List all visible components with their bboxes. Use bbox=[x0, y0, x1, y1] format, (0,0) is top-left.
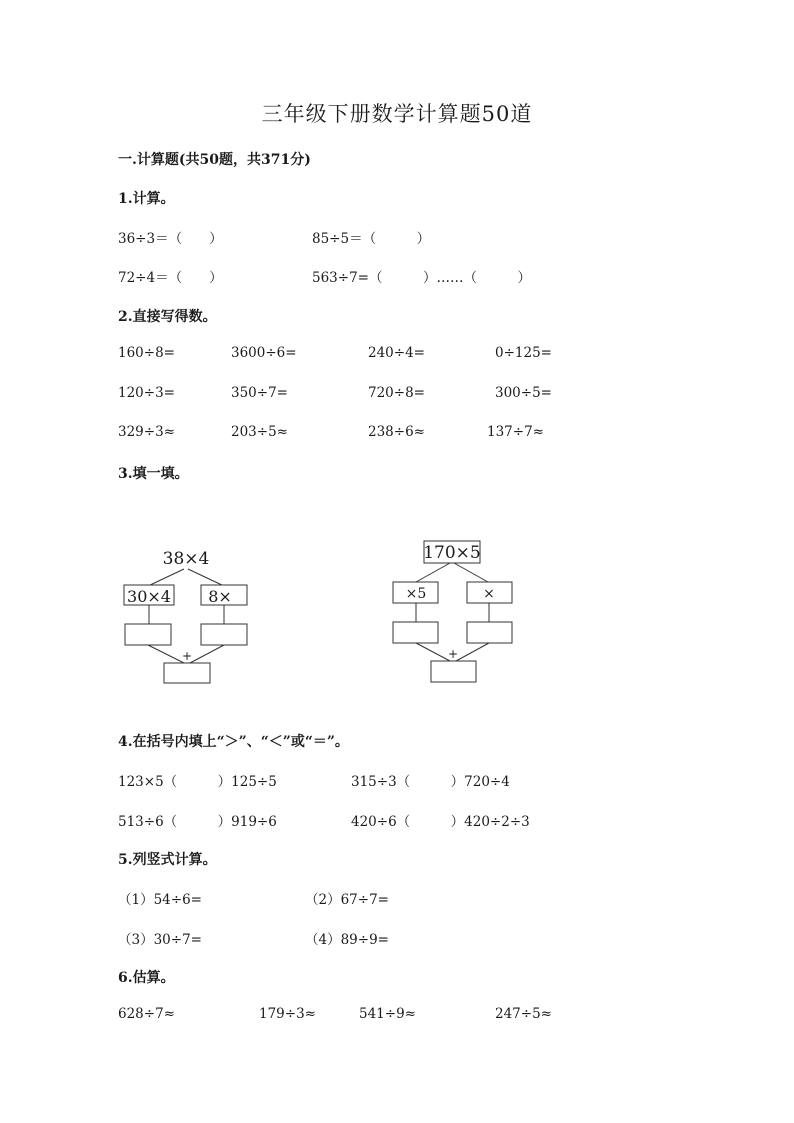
q6-item: 247÷5≈ bbox=[495, 1006, 552, 1022]
q2-item: 120÷3= bbox=[118, 385, 175, 401]
q6-item: 541÷9≈ bbox=[359, 1006, 416, 1022]
q2-item: 350÷7= bbox=[231, 385, 288, 401]
diagram1-left-label: 30×4 bbox=[127, 587, 171, 606]
q5-item: （3）30÷7= bbox=[118, 932, 202, 948]
q1-item: 72÷4＝（ ） bbox=[118, 270, 223, 286]
diagram2-plus-sign: + bbox=[447, 647, 459, 661]
decomposition-diagram-1 bbox=[118, 540, 258, 692]
q5-item: （4）89÷9= bbox=[305, 932, 389, 948]
q4-item: 315÷3（ ）720÷4 bbox=[351, 774, 510, 790]
q2-item: 240÷4= bbox=[368, 345, 425, 361]
q4-item: 513÷6（ ）919÷6 bbox=[118, 814, 277, 830]
question-4-heading: 4.在括号内填上“＞”、“＜”或“＝”。 bbox=[118, 734, 349, 750]
q6-item: 179÷3≈ bbox=[259, 1006, 316, 1022]
q2-item: 0÷125= bbox=[495, 345, 552, 361]
diagram2-left-label: ×5 bbox=[405, 586, 427, 602]
q2-item: 300÷5= bbox=[495, 385, 552, 401]
diagram1-sum-box bbox=[164, 663, 210, 683]
q5-item: （1）54÷6= bbox=[118, 892, 202, 908]
decomposition-diagram-2 bbox=[388, 536, 528, 688]
q2-item: 720÷8= bbox=[368, 385, 425, 401]
diagram1-answer-box-left bbox=[125, 624, 171, 645]
diagram1-right-label: 8× bbox=[208, 587, 232, 606]
diagram2-answer-box-right bbox=[467, 622, 512, 643]
diagram2-sum-box bbox=[431, 661, 476, 682]
section-heading: 一.计算题(共50题，共371分) bbox=[118, 152, 311, 168]
q5-item: （2）67÷7= bbox=[305, 892, 389, 908]
q2-item: 3600÷6= bbox=[231, 345, 297, 361]
page-title: 三年级下册数学计算题50道 bbox=[261, 102, 533, 126]
diagram1-top-label: 38×4 bbox=[162, 549, 210, 569]
diagram1-answer-box-right bbox=[201, 624, 247, 645]
diagram2-answer-box-left bbox=[393, 622, 438, 643]
q1-item: 85÷5＝（ ） bbox=[312, 231, 431, 247]
q2-item: 238÷6≈ bbox=[368, 424, 425, 440]
q1-item: 563÷7=（ ）……（ ） bbox=[312, 270, 531, 286]
q1-item: 36÷3＝（ ） bbox=[118, 231, 223, 247]
q2-item: 203÷5≈ bbox=[231, 424, 288, 440]
q4-item: 123×5（ ）125÷5 bbox=[118, 774, 277, 790]
question-5-heading: 5.列竖式计算。 bbox=[118, 852, 217, 868]
q2-item: 329÷3≈ bbox=[118, 424, 175, 440]
diagram2-right-label: × bbox=[483, 586, 495, 602]
question-1-heading: 1.计算。 bbox=[118, 191, 175, 207]
q4-item: 420÷6（ ）420÷2÷3 bbox=[351, 814, 530, 830]
diagram1-plus-sign: + bbox=[181, 649, 193, 663]
question-2-heading: 2.直接写得数。 bbox=[118, 309, 217, 325]
question-3-heading: 3.填一填。 bbox=[118, 466, 189, 482]
q2-item: 160÷8= bbox=[118, 345, 175, 361]
q2-item: 137÷7≈ bbox=[487, 424, 544, 440]
q6-item: 628÷7≈ bbox=[118, 1006, 175, 1022]
question-6-heading: 6.估算。 bbox=[118, 970, 175, 986]
diagram2-top-label: 170×5 bbox=[423, 543, 481, 563]
